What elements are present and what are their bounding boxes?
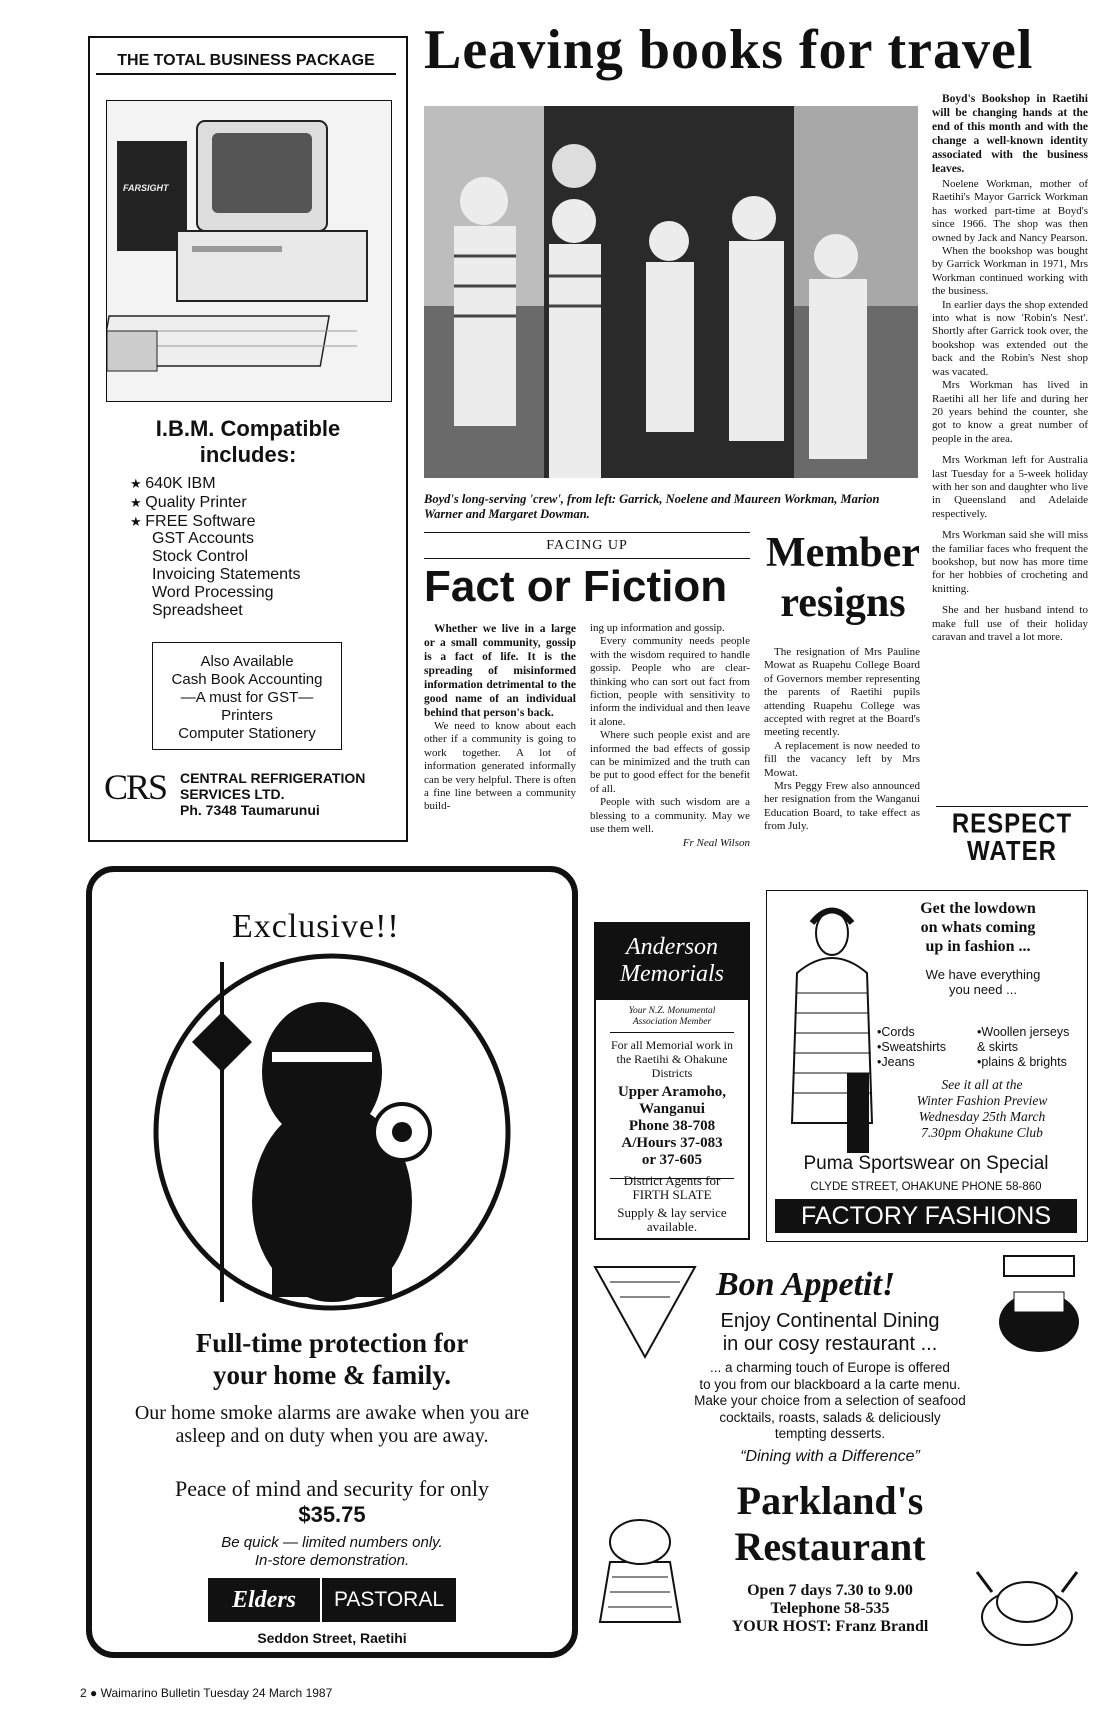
ad-header: THE TOTAL BUSINESS PACKAGE (96, 52, 396, 75)
story-paragraph: Mrs Workman has lived in Raetihi all her life and during her 20 years behind the counter, she got to know a great number of people in the area. (932, 379, 1088, 445)
story-paragraph: She and her husband intend to make full use of their holiday caravan and travel a lot more. (932, 604, 1088, 643)
fashion-item: •plains & brights (977, 1055, 1067, 1069)
fashion-headline-1: Get the lowdown (920, 900, 1036, 917)
preview-line-1: See it all at the (941, 1077, 1023, 1092)
restaurant-ad (590, 1252, 1090, 1662)
knight-emblem (152, 952, 512, 1312)
facing-up-rule-top (424, 532, 750, 533)
anderson-divider (610, 1032, 734, 1033)
also-title: Also Available (200, 653, 294, 670)
fashion-item-row (877, 1055, 1087, 1070)
parklands-name-1: Parkland's (736, 1478, 924, 1523)
facing-up-rule-bottom (424, 558, 750, 559)
fashion-address: CLYDE STREET, OHAKUNE PHONE 58-860 (810, 1181, 1042, 1193)
preview-line-3: Wednesday 25th March (918, 1109, 1046, 1124)
anderson-supply: Supply & lay service available. (617, 1205, 727, 1234)
chicken-illustration (972, 1552, 1082, 1652)
feature-item: Stock Control (152, 548, 249, 565)
fashion-headline-3: up in fashion ... (925, 938, 1031, 955)
fashion-item: & skirts (977, 1040, 1018, 1054)
anderson-contact (596, 1084, 748, 1169)
facing-up-paragraph: Every community needs people with the wisdom required to handle gossip. People who are clear-thinking who can sort out fact from fiction, people with sensitivity to inform the individual and then leave it alone. (590, 635, 750, 728)
fashion-item: •Cords (877, 1025, 915, 1039)
software-features (152, 530, 301, 620)
continental-sub-2: in our cosy restaurant ... (722, 1333, 938, 1355)
demo-note: In-store demonstration. (254, 1552, 410, 1569)
bookshop-photo (424, 106, 918, 478)
body-line: ... a charming touch of Europe is offered (710, 1360, 950, 1375)
also-item: Computer Stationery (178, 725, 316, 742)
fashion-item: •Jeans (877, 1055, 915, 1069)
computer-brand: FARSIGHT (123, 183, 169, 193)
roast-chicken-icon (972, 1552, 1082, 1652)
anderson-assoc (596, 1006, 748, 1028)
elders-logo (208, 1578, 456, 1622)
continental-line (690, 1310, 970, 1356)
smoke-alarm-ad (86, 866, 578, 1658)
story-paragraph: In earlier days the shop extended into what is now 'Robin's Nest'. Shortly after Garrick took over, the bookshop was extended out the back and the Robin's Nest shop was vacated. (932, 298, 1088, 378)
facing-up-lede: Whether we live in a large or a small community, gossip is a fact of life. It is the spreading of misinformed information detrimental to the good name of an individual behind that person's back. (424, 623, 576, 719)
continental-sub-1: Enjoy Continental Dining (720, 1310, 940, 1332)
respect-label: RESPECT (951, 808, 1073, 840)
bullet-item: ★ 640K IBM (130, 474, 256, 493)
bon-appetit-headline: Bon Appetit! (716, 1266, 896, 1303)
business-package-ad (88, 36, 408, 842)
fashion-item-row (877, 1040, 1087, 1055)
fashion-headline-2: on whats coming (920, 919, 1036, 936)
facing-up-paragraph: ing up information and gossip. (590, 622, 725, 634)
protection-headline-1: Full-time protection for (195, 1328, 469, 1358)
bullet-item: ★ FREE Software (130, 512, 256, 531)
feature-item: Word Processing (152, 584, 274, 601)
parklands-name (690, 1478, 970, 1570)
anderson-service: For all Memorial work in the Raetihi & Ohakune Districts (611, 1038, 733, 1080)
also-available-box (152, 642, 342, 750)
bullet-item: ★ Quality Printer (130, 493, 256, 512)
feature-item: Spreadsheet (152, 602, 243, 619)
facing-up-paragraph: We need to know about each other if a community is going to work together. A lot of information generated informally can be very helpful. There is often a fine line between a community build- (424, 720, 576, 813)
facing-up-col-1 (424, 622, 576, 814)
anderson-title-2: Memorials (620, 961, 724, 987)
computer-illustration (107, 101, 391, 401)
facing-up-kicker: FACING UP (546, 538, 628, 553)
exclusive-title: Exclusive!! (232, 908, 400, 945)
facing-up-col-2 (590, 622, 750, 850)
menu-board-illustration (590, 1262, 700, 1362)
company-phone: Ph. 7348 Taumarunui (180, 802, 320, 818)
story-paragraph: Mrs Workman left for Australia last Tuesday for a 5-week holiday with her son and daughter who live in Queensland and Adelaide respectively. (932, 454, 1088, 520)
computer-photo (106, 100, 392, 402)
anderson-title-1: Anderson (626, 934, 718, 960)
body-line: cocktails, roasts, salads & deliciously (719, 1409, 941, 1425)
staff-photo-illustration (424, 106, 918, 478)
story-paragraph: Noelene Workman, mother of Raetihi's Mayor Garrick Workman has worked part-time at Boyd's since 1966. The shop was then owned by Jack and Nancy Pearson. (932, 178, 1088, 244)
lead-story-column (932, 92, 1088, 644)
assoc-line-2: Association Member (632, 1017, 712, 1027)
fashion-sub-1: We have everything (925, 967, 1041, 982)
model-icon (777, 903, 877, 1163)
lead-headline: Leaving books for travel (424, 19, 1034, 81)
crs-logo: CRS (104, 767, 167, 807)
resigns-headline-2: resigns (780, 580, 906, 626)
story-paragraph: When the bookshop was bought by Garrick Workman in 1971, Mrs Workman continued working with the business. (932, 245, 1088, 298)
assoc-line-1: Your N.Z. Monumental (628, 1006, 716, 1016)
facing-up-byline: Fr Neal Wilson (682, 836, 750, 849)
anderson-phone: Phone 38-708 (628, 1118, 716, 1134)
napkin-icon (590, 1262, 700, 1362)
anderson-address: Upper Aramoho, Wanganui (617, 1084, 727, 1117)
resigns-column (764, 646, 920, 834)
lead-lede: Boyd's Bookshop in Raetihi will be changing hands at the end of this month and with the change a well-known identity associated with the business leaves. (932, 93, 1088, 175)
fashion-items (877, 1025, 1087, 1070)
anderson-after-hours-2: or 37-605 (641, 1152, 703, 1168)
resigns-headline-1: Member (766, 530, 920, 576)
restaurant-slogan: “Dining with a Difference” (740, 1448, 920, 1465)
company-name-2: SERVICES LTD. (180, 786, 285, 802)
resigns-paragraph: Mrs Peggy Frew also announced her resignation from the Wanganui Education Board, to take effect as from July. (764, 780, 920, 833)
chef-hat-icon (984, 1252, 1088, 1362)
body-line: Make your choice from a selection of seafood (694, 1393, 966, 1408)
restaurant-details (690, 1582, 970, 1636)
body-line: to you from our blackboard a la carte menu. (699, 1376, 961, 1392)
also-item: —A must for GST— (180, 689, 314, 706)
page-footer: 2 ● Waimarino Bulletin Tuesday 24 March 1987 (80, 1686, 333, 1700)
fashion-sub-2: you need ... (949, 982, 1017, 997)
pastoral-label: PASTORAL (333, 1588, 445, 1611)
anderson-agents: District Agents for FIRTH SLATE (623, 1173, 721, 1202)
preview-line-4: 7.30pm Ohakune Club (921, 1125, 1043, 1140)
dessert-icon (590, 1502, 690, 1632)
parklands-name-2: Restaurant (734, 1524, 926, 1569)
fashion-item: •Sweatshirts (877, 1040, 946, 1054)
fashion-item: •Woollen jerseys (977, 1025, 1070, 1039)
dessert-illustration (590, 1502, 690, 1632)
facing-up-paragraph: Where such people exist and are informed the bad effects of gossip can be minimized and the truth can be put to good effect for the benefit of all. (590, 729, 750, 795)
restaurant-body (610, 1360, 1050, 1443)
body-line: tempting desserts. (774, 1426, 886, 1441)
fashion-illustration (777, 903, 877, 1163)
company-name-1: CENTRAL REFRIGERATION (180, 770, 366, 786)
price: $35.75 (298, 1502, 366, 1527)
water-label: WATER (967, 835, 1057, 867)
restaurant-phone: Telephone 58-535 (770, 1600, 890, 1617)
facing-up-paragraph: People with such wisdom are a blessing to a community. May we use them well. (590, 796, 750, 836)
resigns-paragraph: The resignation of Mrs Pauline Mowat as Ruapehu College Board of Governors member representing the parents of Raetihi pupils attending Ruapehu College was accepted with regret at the Board's meeting recently. (764, 646, 920, 739)
fashion-headline (873, 899, 1083, 956)
respect-water-logo (936, 810, 1088, 865)
fashion-sub (883, 967, 1083, 997)
feature-item: Invoicing Statements (152, 566, 301, 583)
puma-special: Puma Sportswear on Special (803, 1153, 1049, 1174)
respect-water-rule (936, 806, 1088, 807)
anderson-title-block (596, 924, 748, 1000)
elders-brand: Elders (208, 1578, 322, 1622)
bullet-list (130, 474, 256, 531)
also-item: Printers (221, 707, 273, 724)
anderson-memorials-ad (594, 922, 750, 1240)
factory-fashions-ad (766, 890, 1088, 1242)
preview-line-2: Winter Fashion Preview (916, 1093, 1048, 1108)
photo-caption: Boyd's long-serving 'crew', from left: Garrick, Noelene and Maureen Workman, Marion Warner and Margaret Dowman. (424, 492, 880, 521)
smoke-alarm-body: Our home smoke alarms are awake when you are asleep and on duty when you are away. (134, 1402, 530, 1447)
resigns-paragraph: A replacement is now needed to fill the vacancy left by Mrs Mowat. (764, 739, 920, 779)
knight-icon (152, 952, 512, 1312)
feature-item: GST Accounts (152, 530, 254, 547)
chef-illustration (984, 1252, 1088, 1362)
fashion-item-row (877, 1025, 1087, 1040)
includes-label: includes: (199, 442, 297, 467)
story-paragraph: Mrs Workman said she will miss the familiar faces who frequent the bookshop, but now has more time for her hobbies of crocheting and knitting. (932, 529, 1088, 595)
peace-line: Peace of mind and security for only (174, 1476, 489, 1501)
elders-address: Seddon Street, Raetihi (257, 1630, 407, 1646)
also-item: Cash Book Accounting (171, 671, 323, 688)
anderson-after-hours: A/Hours 37-083 (621, 1135, 723, 1151)
restaurant-host: YOUR HOST: Franz Brandl (731, 1618, 929, 1635)
factory-fashions-banner: FACTORY FASHIONS (775, 1199, 1077, 1233)
protection-headline-2: your home & family. (213, 1360, 451, 1390)
ibm-headline: I.B.M. Compatible (155, 416, 341, 441)
fashion-preview (877, 1077, 1087, 1141)
limited-note: Be quick — limited numbers only. (221, 1534, 443, 1551)
facing-up-headline: Fact or Fiction (424, 562, 728, 611)
restaurant-hours: Open 7 days 7.30 to 9.00 (747, 1582, 913, 1599)
